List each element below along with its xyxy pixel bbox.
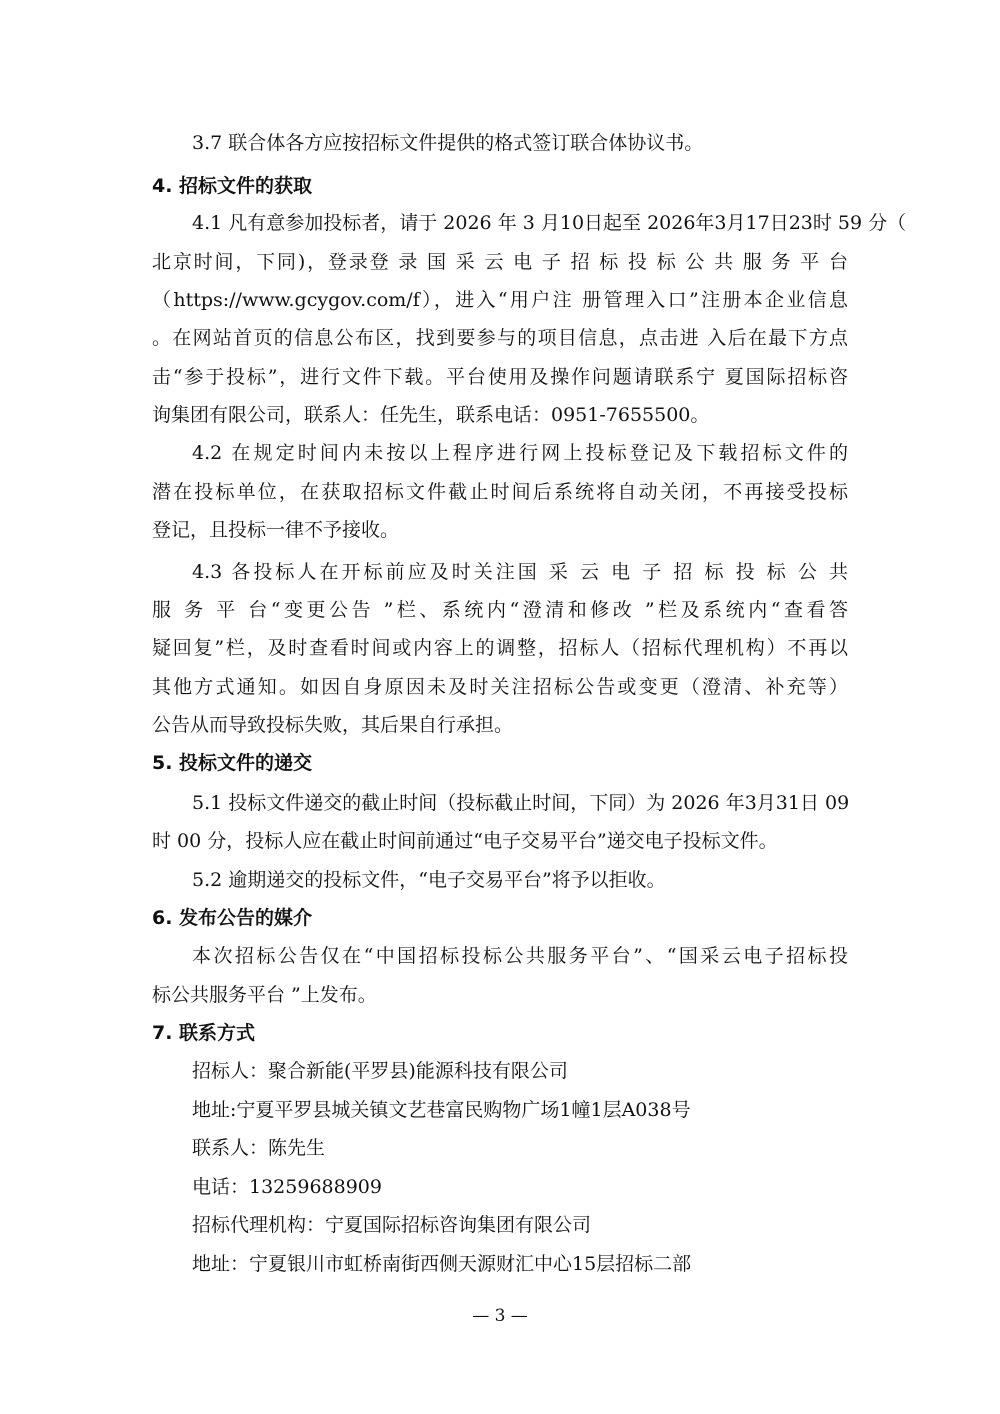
contact-tenderer: 招标人：聚合新能(平罗县)能源科技有限公司 [192, 1060, 568, 1082]
clause-4-1-line-4: 。在网站首页的信息公布区，找到要参与的项目信息，点击进 入后在最下方点 [152, 327, 848, 349]
clause-4-1-line-6: 询集团有限公司，联系人：任先生，联系电话：0951-7655500。 [152, 404, 710, 426]
clause-4-3-line-3: 疑回复”栏，及时查看时间或内容上的调整，招标人（招标代理机构）不再以 [152, 637, 848, 659]
heading-7: 7. 联系方式 [152, 1022, 256, 1044]
clause-4-2-line-1: 4.2 在规定时间内未按以上程序进行网上投标登记及下载招标文件的 [192, 442, 848, 464]
clause-4-1-line-1: 4.1 凡有意参加投标者，请于 2026 年 3 月10日起至 2026年3月17日23时 59 分（ [192, 212, 907, 234]
clause-3-7: 3.7 联合体各方应按招标文件提供的格式签订联合体协议书。 [192, 132, 704, 154]
contact-tenderer-address: 地址:宁夏平罗县城关镇文艺巷富民购物广场1幢1层A038号 [192, 1099, 691, 1121]
clause-6-line-1: 本次招标公告仅在“中国招标投标公共服务平台”、“国采云电子招标投 [192, 945, 848, 967]
clause-4-2-line-2: 潜在投标单位，在获取招标文件截止时间后系统将自动关闭，不再接受投标 [152, 481, 848, 503]
clause-5-1-line-1: 5.1 投标文件递交的截止时间（投标截止时间，下同）为 2026 年3月31日 09 [192, 792, 850, 814]
heading-4: 4. 招标文件的获取 [152, 175, 313, 197]
clause-4-1-line-5: 击“参于投标”，进行文件下载。平台使用及操作问题请联系宁 夏国际招标咨 [152, 366, 848, 388]
heading-6: 6. 发布公告的媒介 [152, 907, 313, 929]
heading-5: 5. 投标文件的递交 [152, 752, 313, 774]
clause-4-3-line-5: 公告从而导致投标失败，其后果自行承担。 [152, 714, 514, 736]
contact-agency-address: 地址：宁夏银川市虹桥南街西侧天源财汇中心15层招标二部 [192, 1253, 692, 1275]
clause-5-1-line-2: 时 00 分，投标人应在截止时间前通过“电子交易平台”递交电子投标文件。 [152, 830, 778, 852]
clause-4-1-line-3: （https://www.gcygov.com/f），进入“用户注 册管理入口”注册本企业信息 [152, 289, 848, 311]
clause-6-line-2: 标公共服务平台 ”上发布。 [152, 984, 377, 1006]
clause-4-3-line-2: 服 务 平 台“变更公告 ”栏、系统内“澄清和修改 ”栏及系统内“查看答 [152, 599, 848, 621]
page-number: — 3 — [472, 1306, 528, 1326]
clause-4-2-line-3: 登记，且投标一律不予接收。 [152, 519, 400, 541]
clause-5-2: 5.2 逾期递交的投标文件，“电子交易平台”将予以拒收。 [192, 869, 666, 891]
clause-4-3-line-4: 其他方式通知。如因自身原因未及时关注招标公告或变更（澄清、补充等） [152, 676, 848, 698]
clause-4-1-line-2: 北京时间，下同)，登录登 录 国 采 云 电 子 招 标 投 标 公 共 服 务 平 台 [152, 251, 848, 273]
contact-tenderer-phone: 电话：13259688909 [192, 1176, 382, 1198]
clause-4-3-line-1: 4.3 各投标人在开标前应及时关注国 采 云 电 子 招 标 投 标 公 共 [192, 561, 848, 583]
contact-agency: 招标代理机构：宁夏国际招标咨询集团有限公司 [192, 1214, 592, 1236]
contact-tenderer-person: 联系人：陈先生 [192, 1137, 326, 1159]
